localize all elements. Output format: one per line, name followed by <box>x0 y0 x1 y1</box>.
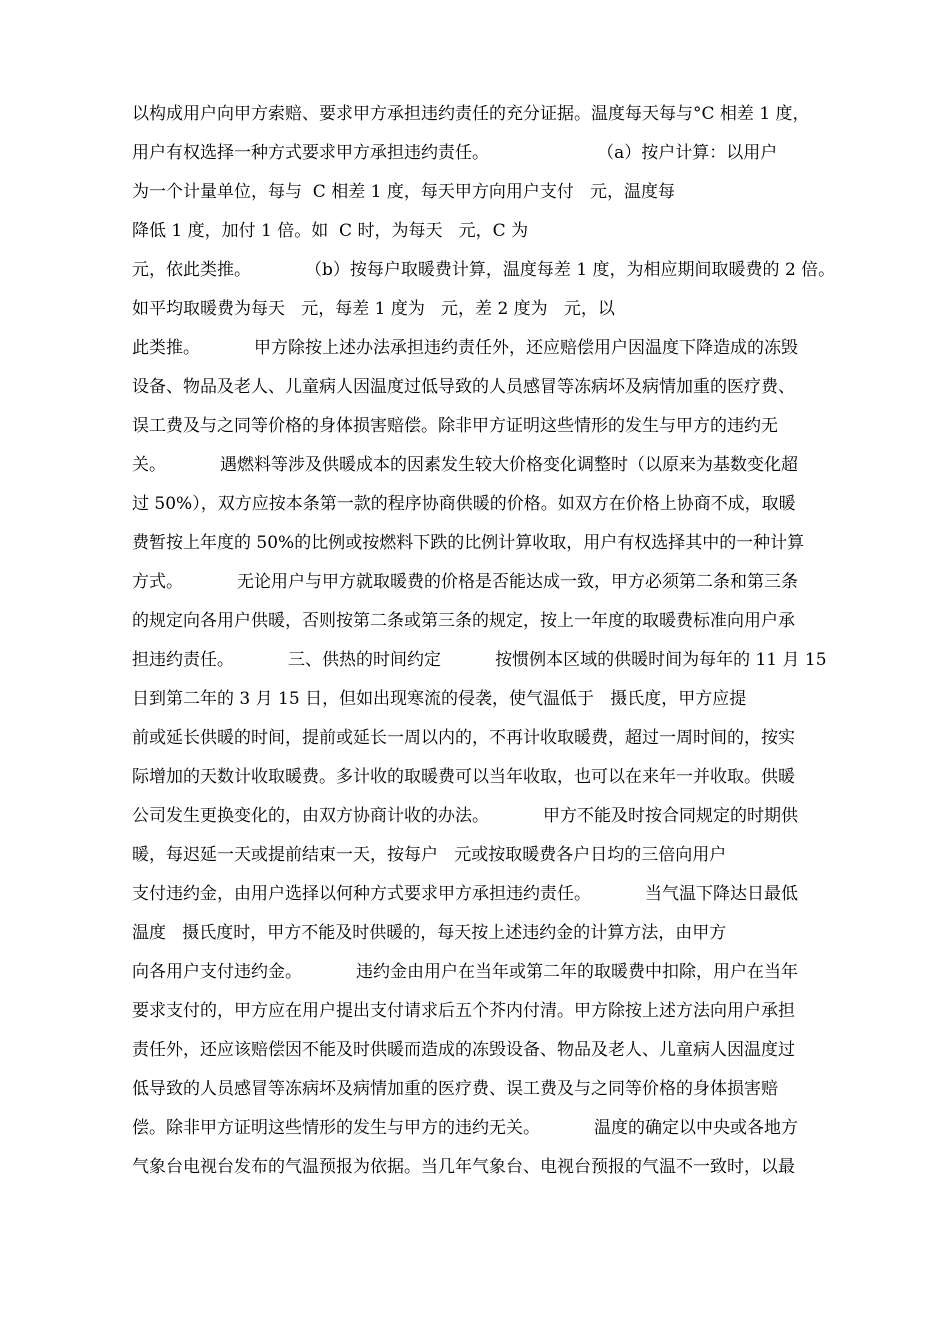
text-line: 低导致的人员感冒等冻病坏及病情加重的医疗费、误工费及与之同等价格的身体损害赔 <box>132 1079 778 1099</box>
text-line: 担违约责任。 三、供热的时间约定 按惯例本区域的供暖时间为每年的 11 月 15 <box>132 650 827 670</box>
text-line: 方式。 无论用户与甲方就取暖费的价格是否能达成一致，甲方必须第二条和第三条 <box>132 572 799 592</box>
text-line: 气象台电视台发布的气温预报为依据。当几年气象台、电视台预报的气温不一致时，以最 <box>132 1157 795 1177</box>
text-line: 此类推。 甲方除按上述办法承担违约责任外，还应赔偿用户因温度下降造成的冻毁 <box>132 338 799 358</box>
text-line: 过 50%），双方应按本条第一款的程序协商供暖的价格。如双方在价格上协商不成，取暖 <box>132 494 796 514</box>
text-line: 费暂按上年度的 50%的比例或按燃料下跌的比例计算收取，用户有权选择其中的一种计算 <box>132 533 805 553</box>
text-line: 支付违约金，由用户选择以何种方式要求甲方承担违约责任。 当气温下降达日最低 <box>132 884 799 904</box>
text-line: 前或延长供暖的时间，提前或延长一周以内的，不再计收取暖费，超过一周时间的，按实 <box>132 728 795 748</box>
text-line: 如平均取暖费为每天 元，每差 1 度为 元，差 2 度为 元，以 <box>132 299 615 319</box>
text-line: 要求支付的，甲方应在用户提出支付请求后五个芥内付清。甲方除按上述方法向用户承担 <box>132 1001 795 1021</box>
text-line: 关。 遇燃料等涉及供暖成本的因素发生较大价格变化调整时（以原来为基数变化超 <box>132 455 799 475</box>
text-line: 为一个计量单位，每与 C 相差 1 度，每天甲方向用户支付 元，温度每 <box>132 182 676 202</box>
text-line: 误工费及与之同等价格的身体损害赔偿。除非甲方证明这些情形的发生与甲方的违约无 <box>132 416 778 436</box>
text-line: 公司发生更换变化的，由双方协商计收的办法。 甲方不能及时按合同规定的时期供 <box>132 806 799 826</box>
text-line: 责任外，还应该赔偿因不能及时供暖而造成的冻毁设备、物品及老人、儿童病人因温度过 <box>132 1040 795 1060</box>
text-line: 元，依此类推。 （b）按每户取暖费计算，温度每差 1 度，为相应期间取暖费的 2 倍。 <box>132 260 836 280</box>
text-line: 向各用户支付违约金。 违约金由用户在当年或第二年的取暖费中扣除，用户在当年 <box>132 962 799 982</box>
text-line: 的规定向各用户供暖，否则按第二条或第三条的规定，按上一年度的取暖费标准向用户承 <box>132 611 795 631</box>
text-line: 偿。除非甲方证明这些情形的发生与甲方的违约无关。 温度的确定以中央或各地方 <box>132 1118 799 1138</box>
text-line: 暖，每迟延一天或提前结束一天，按每户 元或按取暖费各户日均的三倍向用户 <box>132 845 727 865</box>
text-line: 际增加的天数计收取暖费。多计收的取暖费可以当年收取，也可以在来年一并收取。供暖 <box>132 767 795 787</box>
text-line: 温度 摄氏度时，甲方不能及时供暖的，每天按上述违约金的计算方法，由甲方 <box>132 923 727 943</box>
text-line: 以构成用户向甲方索赔、要求甲方承担违约责任的充分证据。温度每天每与°C 相差 1 度， <box>132 104 810 124</box>
text-line: 降低 1 度，加付 1 倍。如 C 时，为每天 元，C 为 <box>132 221 529 241</box>
text-line: 用户有权选择一种方式要求甲方承担违约责任。 （a）按户计算：以用户 <box>132 143 778 163</box>
text-line: 设备、物品及老人、儿童病人因温度过低导致的人员感冒等冻病坏及病情加重的医疗费、 <box>132 377 795 397</box>
text-line: 日到第二年的 3 月 15 日，但如出现寒流的侵袭，使气温低于 摄氏度，甲方应提 <box>132 689 747 709</box>
